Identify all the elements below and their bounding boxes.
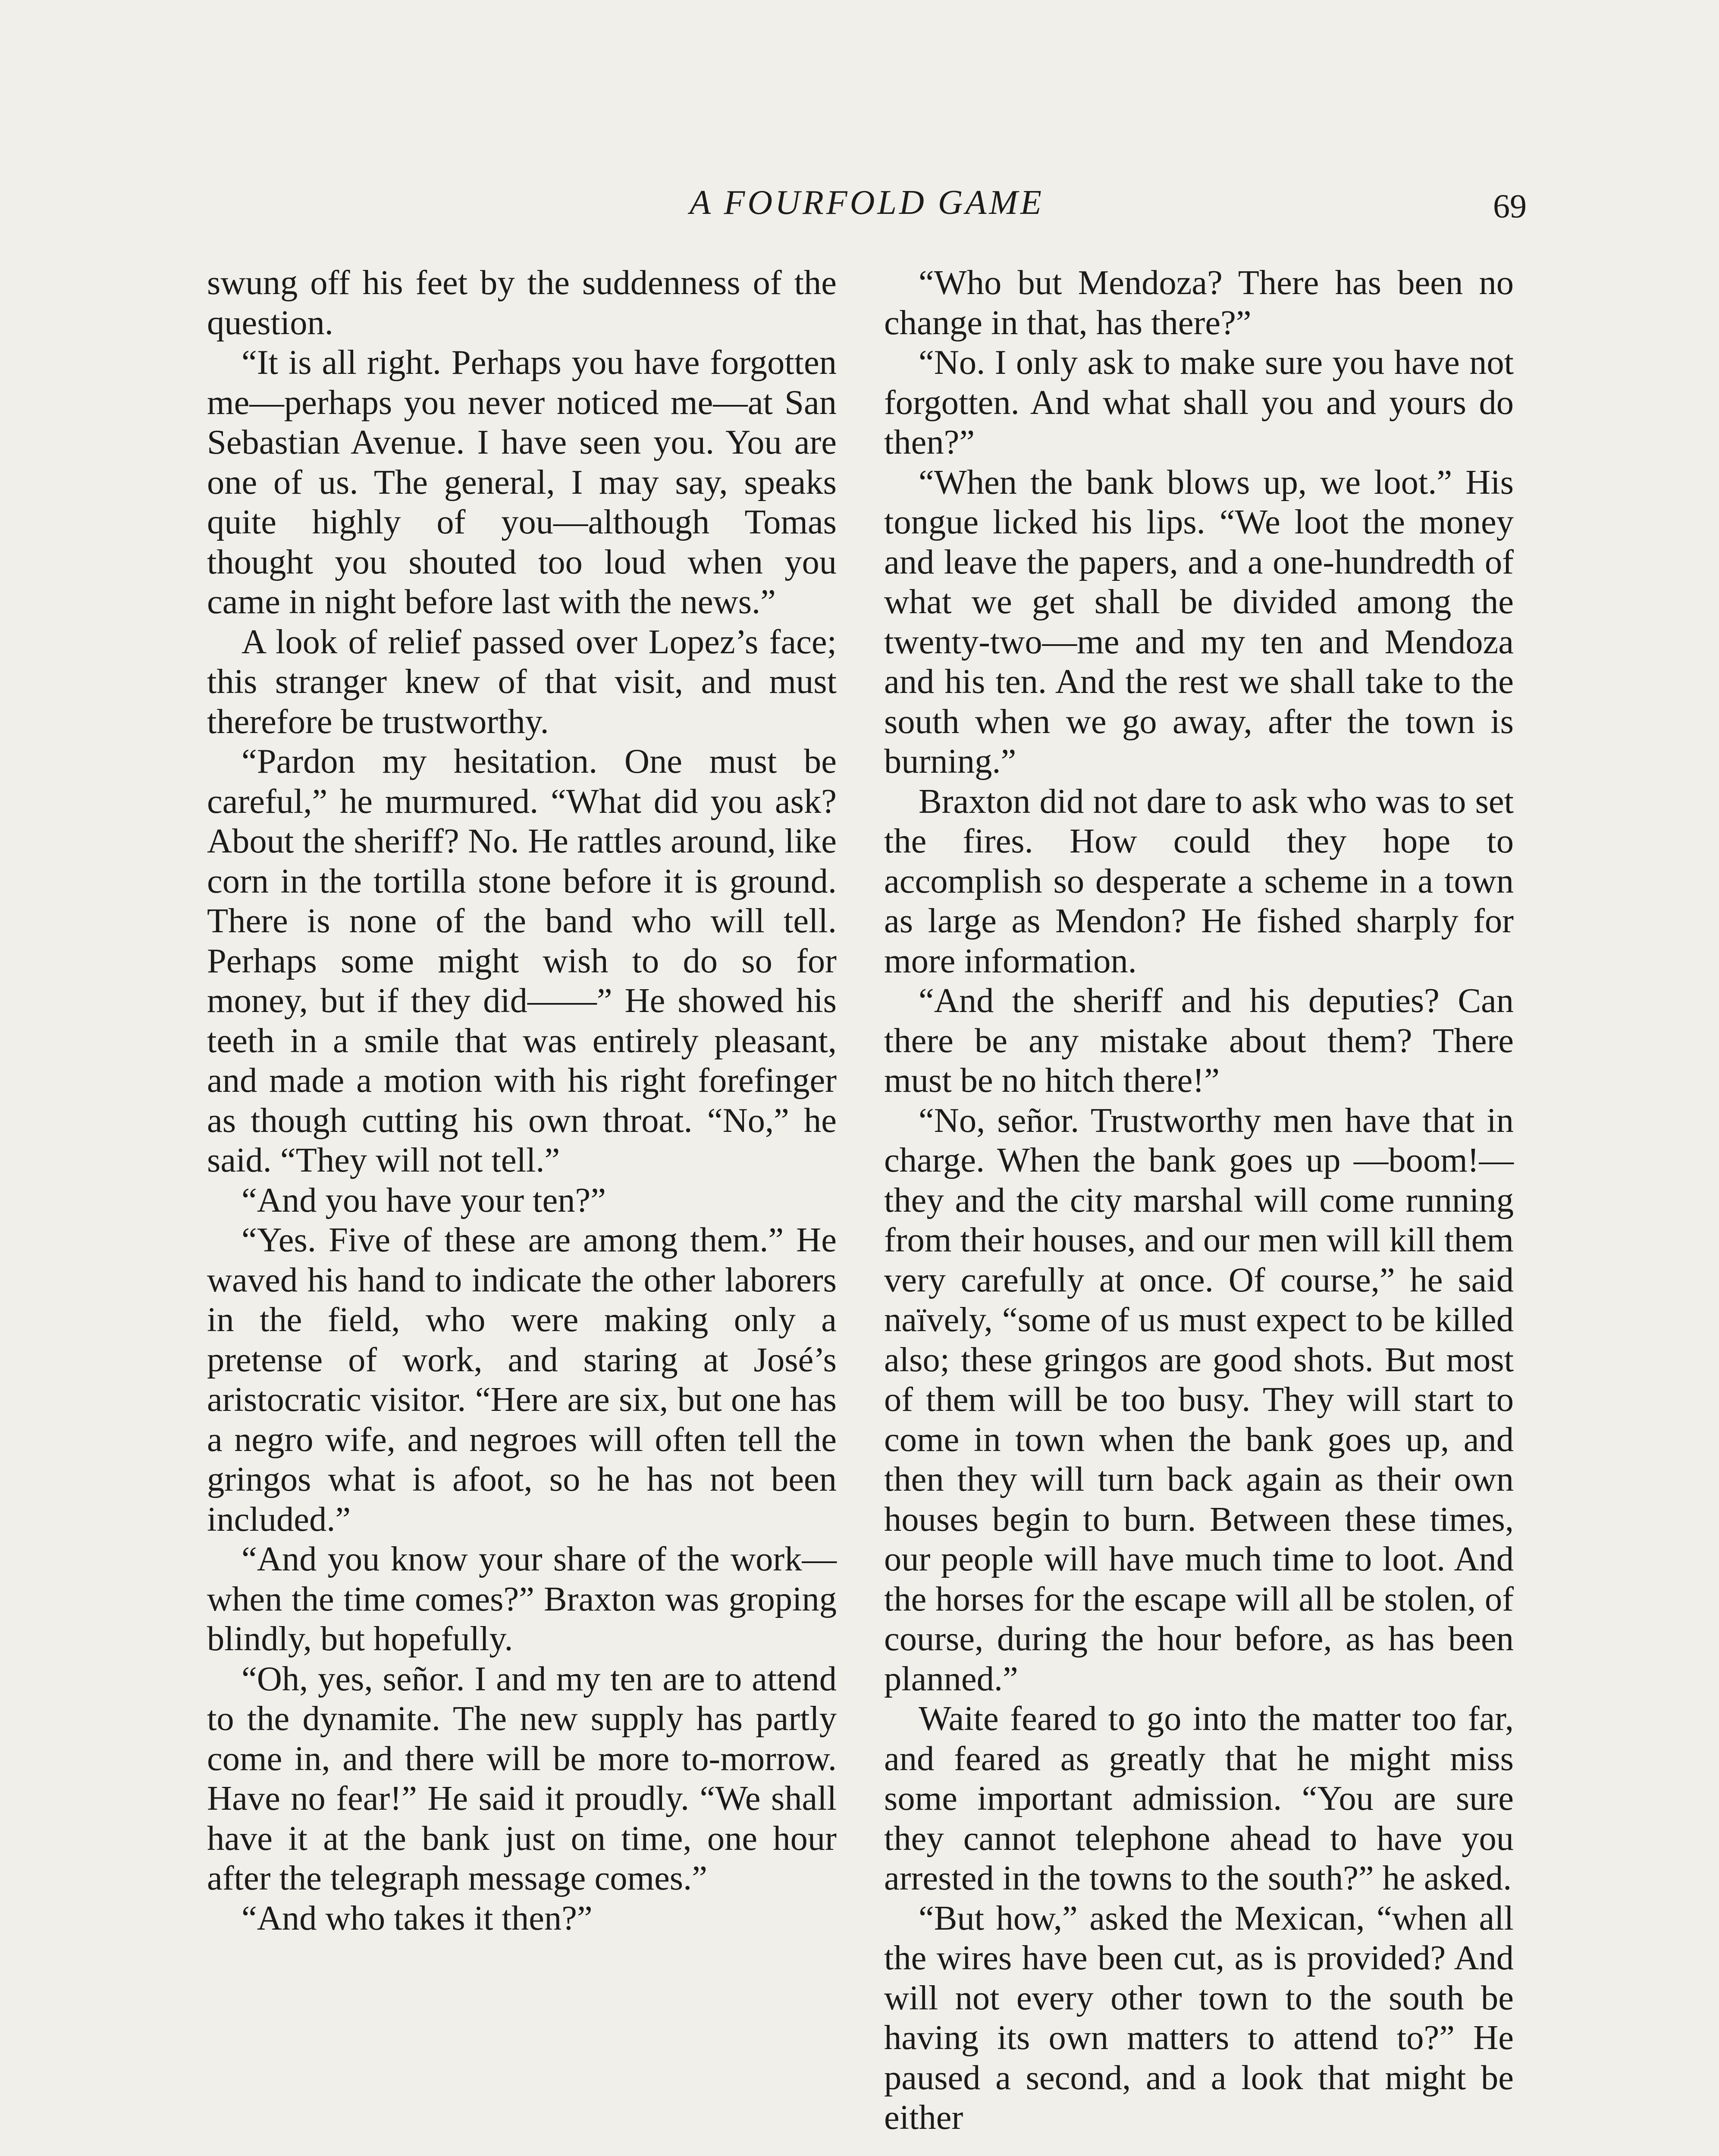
paragraph: A look of relief passed over Lopez’s face; this stranger knew of that visit, and must therefore be trustworthy. <box>207 622 837 741</box>
paragraph: “And the sheriff and his deputies? Can there be any mistake about them? There must be no hitch there!” <box>884 981 1514 1100</box>
paragraph: “And you know your share of the work—when the time comes?” Braxton was groping blindly, but hopefully. <box>207 1540 837 1658</box>
paragraph: “Who but Mendoza? There has been no change in that, has there?” <box>884 263 1514 342</box>
paragraph: “No, señor. Trustworthy men have that in charge. When the bank goes up —boom!—they and the city marshal will come running from their houses, and our men will kill them very carefully at once. Of course,” he said naïvely, “some of us must expect to be killed also; these gringos are good shots. But most of them will be too busy. They will start to come in town when the bank goes up, and then they will turn back again as their own houses begin to burn. Between these times, our people will have much time to loot. And the horses for the escape will all be stolen, of course, during the hour before, as has been planned.” <box>884 1101 1514 1698</box>
paragraph: “But how,” asked the Mexican, “when all the wires have been cut, as is provided? And will not every other town to the south be having its own matters to attend to?” He paused a second, and a look that might be either <box>884 1899 1514 2137</box>
paragraph: “No. I only ask to make sure you have not forgotten. And what shall you and yours do then?” <box>884 343 1514 461</box>
paragraph: “Oh, yes, señor. I and my ten are to attend to the dynamite. The new supply has partly come in, and there will be more to-morrow. Have no fear!” He said it proudly. “We shall have it at the bank just on time, one hour after the telegraph message comes.” <box>207 1659 837 1897</box>
paragraph: “When the bank blows up, we loot.” His tongue licked his lips. “We loot the money and leave the papers, and a one-hundredth of what we get shall be divided among the twenty-two—me and my ten and Mendoza and his ten. And the rest we shall take to the south when we go away, after the town is burning.” <box>884 463 1514 780</box>
paragraph: Waite feared to go into the matter too far, and feared as greatly that he might miss some important admission. “You are sure they cannot telephone ahead to have you arrested in the towns to the south?” he asked. <box>884 1699 1514 1897</box>
page-number: 69 <box>1493 187 1527 225</box>
right-column <box>884 263 1514 2138</box>
paragraph: “It is all right. Perhaps you have forgotten me—perhaps you never noticed me—at San Sebastian Avenue. I have seen you. You are one of us. The general, I may say, speaks quite highly of you—although Tomas thought you shouted too loud when you came in night before last with the news.” <box>207 343 837 621</box>
paragraph: Braxton did not dare to ask who was to set the fires. How could they hope to accomplish so desperate a scheme in a town as large as Mendon? He fished sharply for more information. <box>884 782 1514 980</box>
paragraph: “Yes. Five of these are among them.” He waved his hand to indicate the other laborers in the field, who were making only a pretense of work, and staring at José’s aristocratic visitor. “Here are six, but one has a negro wife, and negroes will often tell the gringos what is afoot, so he has not been included.” <box>207 1221 837 1539</box>
left-column <box>207 263 837 1938</box>
paragraph: “And who takes it then?” <box>242 1899 593 1937</box>
page-header <box>207 183 1527 226</box>
paragraph: swung off his feet by the suddenness of the question. <box>207 263 837 342</box>
running-head: A FOURFOLD GAME <box>690 184 1044 222</box>
paragraph: “And you have your ten?” <box>242 1181 606 1219</box>
paragraph: “Pardon my hesitation. One must be careful,” he murmured. “What did you ask? About the sheriff? No. He rattles around, like corn in the tortilla stone before it is ground. There is none of the band who will tell. Perhaps some might wish to do so for money, but if they did——” He showed his teeth in a smile that was entirely pleasant, and made a motion with his right forefinger as though cutting his own throat. “No,” he said. “They will not tell.” <box>207 742 837 1179</box>
